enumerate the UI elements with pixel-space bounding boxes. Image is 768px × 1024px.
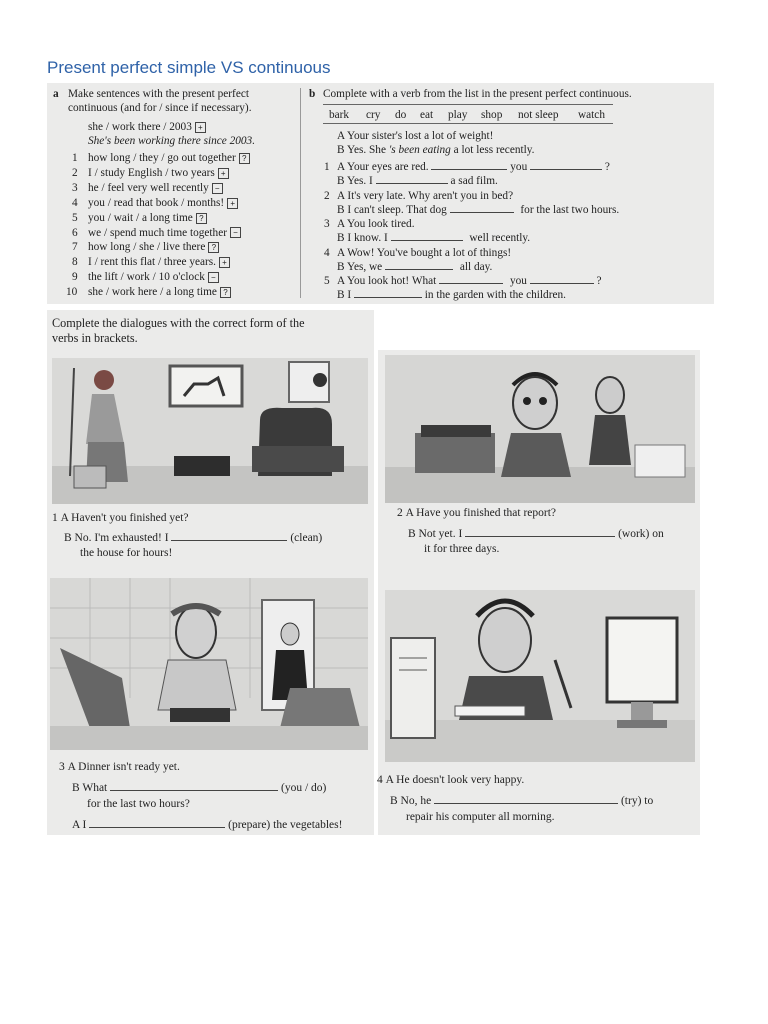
exb-q5-number: 5 [324,275,330,287]
item-prompt: how long / she / live there [88,241,206,254]
item-prompt: you / read that book / months! [88,196,225,209]
item-prompt: I / study English / two years [88,166,215,179]
minus-mark-icon: − [230,227,241,238]
exb-q5-a-end: ? [596,275,602,287]
verb-box-bottom-rule [323,123,613,124]
exercise-a-instruction-line1: Make sentences with the present perfect [68,88,249,100]
dialogue-instruction-line1: Complete the dialogues with the correct form of the [52,316,305,330]
chef-chopping-illustration [50,578,368,750]
answer-blank[interactable] [354,288,422,298]
item-number: 6 [72,226,78,239]
item-prompt: she / work here / a long time [88,286,217,299]
exercise-a-instruction-line2: continuous (and for / since if necessary). [68,102,252,114]
computer-repair-illustration [385,590,695,762]
minus-mark-icon: − [212,183,223,194]
exercise-a-example-answer: She's been working there since 2003. [88,135,256,147]
list-item [88,151,250,165]
item-prompt: you / wait / a long time [88,211,193,224]
item-prompt: how long / they / go out together [88,152,236,164]
exb-example-b [337,143,535,157]
verb-list-item: cry [366,109,381,121]
answer-blank[interactable] [89,818,225,828]
list-item [88,181,223,195]
answer-blank[interactable] [171,531,287,541]
dialogue-1-number: 1 [52,512,58,524]
dialogue-1-a-text: A Haven't you finished yet? [60,512,189,524]
verb-list-item: watch [578,109,605,121]
exb-q4-b-end: all day. [459,261,493,273]
list-item [88,255,230,269]
dialogue-2-b-start: B Not yet. I [408,528,463,540]
exercise-b-instruction: Complete with a verb from the list in the present perfect continuous. [323,88,632,100]
exb-q5-b [337,288,566,302]
item-prompt: he / feel very well recently [88,181,209,194]
dialogue-4-verb: (try) to [620,795,654,807]
verb-list-item: do [395,109,407,121]
item-number: 9 [72,271,78,284]
dialogue-2-b [408,527,664,542]
question-mark-icon: ? [239,153,250,164]
exb-q1-a [337,160,610,174]
dialogue-1-a [52,511,189,526]
exb-q1-number: 1 [324,161,330,173]
dialogue-3-a-text: A Dinner isn't ready yet. [67,761,180,773]
exb-q5-a [337,274,602,288]
answer-blank[interactable] [391,231,463,241]
exb-q5-a-mid: you [509,275,527,287]
dialogue-4-a [377,773,524,788]
dialogue-4-b [390,794,653,809]
answer-blank[interactable] [434,794,618,804]
answer-blank[interactable] [530,160,602,170]
item-number: 2 [72,166,78,179]
answer-blank[interactable] [110,781,278,791]
exb-q4-b-start: B Yes, we [337,261,383,273]
answer-blank[interactable] [439,274,503,284]
dialogue-3-b-cont: for the last two hours? [87,798,190,810]
answer-blank[interactable] [450,203,514,213]
plus-mark-icon: + [227,198,238,209]
list-item [88,285,231,299]
dialogue-1-b [64,531,322,546]
question-mark-icon: ? [196,213,207,224]
exb-q1-b-start: B Yes. I [337,175,373,187]
exb-q2-b [337,203,619,217]
exb-q3-b-end: well recently. [469,232,531,244]
exb-q2-b-start: B I can't sleep. That dog [337,204,447,216]
dialogue-2-verb: (work) on [618,528,664,540]
dialogue-3-c-start: A I [72,819,87,831]
verb-box-top-rule [323,104,613,105]
exb-example-b-answer: 's been eating [388,144,451,156]
exercise-a-letter: a [53,88,59,100]
page-title: Present perfect simple VS continuous [47,58,331,77]
dialogue-3-number: 3 [59,761,65,773]
exb-q4-b [337,260,492,274]
exercise-a-example-prompt [88,120,206,134]
verb-list-item: bark [329,109,350,121]
exb-q4-number: 4 [324,247,330,259]
dialogue-1-verb: (clean) [290,532,323,544]
item-prompt: we / spend much time together [88,226,227,239]
answer-blank[interactable] [385,260,453,270]
cleaning-woman-illustration [52,358,368,504]
dialogue-3-b [72,781,326,796]
item-number: 1 [72,152,78,164]
answer-blank[interactable] [465,527,615,537]
exb-example-b-start: B Yes. She [337,144,386,156]
exb-q2-a: A It's very late. Why aren't you in bed? [337,190,514,202]
dialogue-4-a-text: A He doesn't look very happy. [385,774,525,786]
item-number: 8 [72,256,78,269]
answer-blank[interactable] [431,160,507,170]
dialogue-4-b-cont: repair his computer all morning. [406,811,555,823]
plus-mark-icon: + [195,122,206,133]
verb-list-item: play [448,109,468,121]
dialogue-2-a-text: A Have you finished that report? [405,507,557,519]
exb-q3-b-start: B I know. I [337,232,388,244]
item-number: 7 [72,241,78,254]
question-mark-icon: ? [220,287,231,298]
list-item [88,270,219,284]
list-item [88,211,207,225]
plus-mark-icon: + [219,257,230,268]
question-mark-icon: ? [208,242,219,253]
dialogue-instruction-line2: verbs in brackets. [52,331,138,345]
dialogue-2-b-cont: it for three days. [424,543,500,555]
list-item [88,196,238,210]
dialogue-4-number: 4 [377,774,383,786]
dialogue-1-b-start: B No. I'm exhausted! I [64,532,169,544]
dialogue-1-b-cont: the house for hours! [80,547,173,559]
dialogue-4-b-start: B No, he [390,795,432,807]
exb-q1-a-mid: you [510,161,528,173]
item-number: 4 [72,196,78,209]
answer-blank[interactable] [530,274,594,284]
exb-q1-a-start: A Your eyes are red. [337,161,429,173]
exb-q3-a: A You look tired. [337,218,415,230]
dialogue-3-c-verb: (prepare) the vegetables! [228,819,343,831]
item-prompt: I / rent this flat / three years. [88,256,216,269]
exb-q5-b-start: B I [337,289,352,301]
exb-q3-b [337,231,530,245]
item-number: 5 [72,211,78,224]
dialogue-3-c [72,818,342,833]
item-prompt: the lift / work / 10 o'clock [88,271,205,284]
exb-example-a: A Your sister's lost a lot of weight! [337,130,494,142]
exb-q5-a-start: A You look hot! What [337,275,437,287]
tired-worker-illustration [385,355,695,503]
list-item [88,240,219,254]
verb-list-item: shop [481,109,503,121]
column-divider [300,88,301,298]
exb-q1-b [337,174,498,188]
list-item [88,226,241,240]
dialogue-2-a [397,506,556,521]
answer-blank[interactable] [376,174,448,184]
list-item [88,166,229,180]
exb-q5-b-end: in the garden with the children. [424,289,566,301]
dialogue-3-verb: (you / do) [281,782,327,794]
exb-q1-a-end: ? [604,161,610,173]
exb-q4-a: A Wow! You've bought a lot of things! [337,247,512,259]
exb-q2-b-end: for the last two hours. [520,204,620,216]
exb-q2-number: 2 [324,190,330,202]
exercise-b-letter: b [309,88,316,100]
plus-mark-icon: + [218,168,229,179]
verb-list-item: not sleep [518,109,559,121]
minus-mark-icon: − [208,272,219,283]
exb-example-b-end: a lot less recently. [453,144,535,156]
item-number: 10 [66,286,78,299]
dialogue-3-b-start: B What [72,782,108,794]
exb-q3-number: 3 [324,218,330,230]
dialogue-3-a [59,760,180,775]
item-number: 3 [72,181,78,194]
exb-q1-b-end: a sad film. [450,175,498,187]
example-prompt-text: she / work there / 2003 [88,121,192,133]
verb-list-item: eat [420,109,434,121]
dialogue-2-number: 2 [397,507,403,519]
